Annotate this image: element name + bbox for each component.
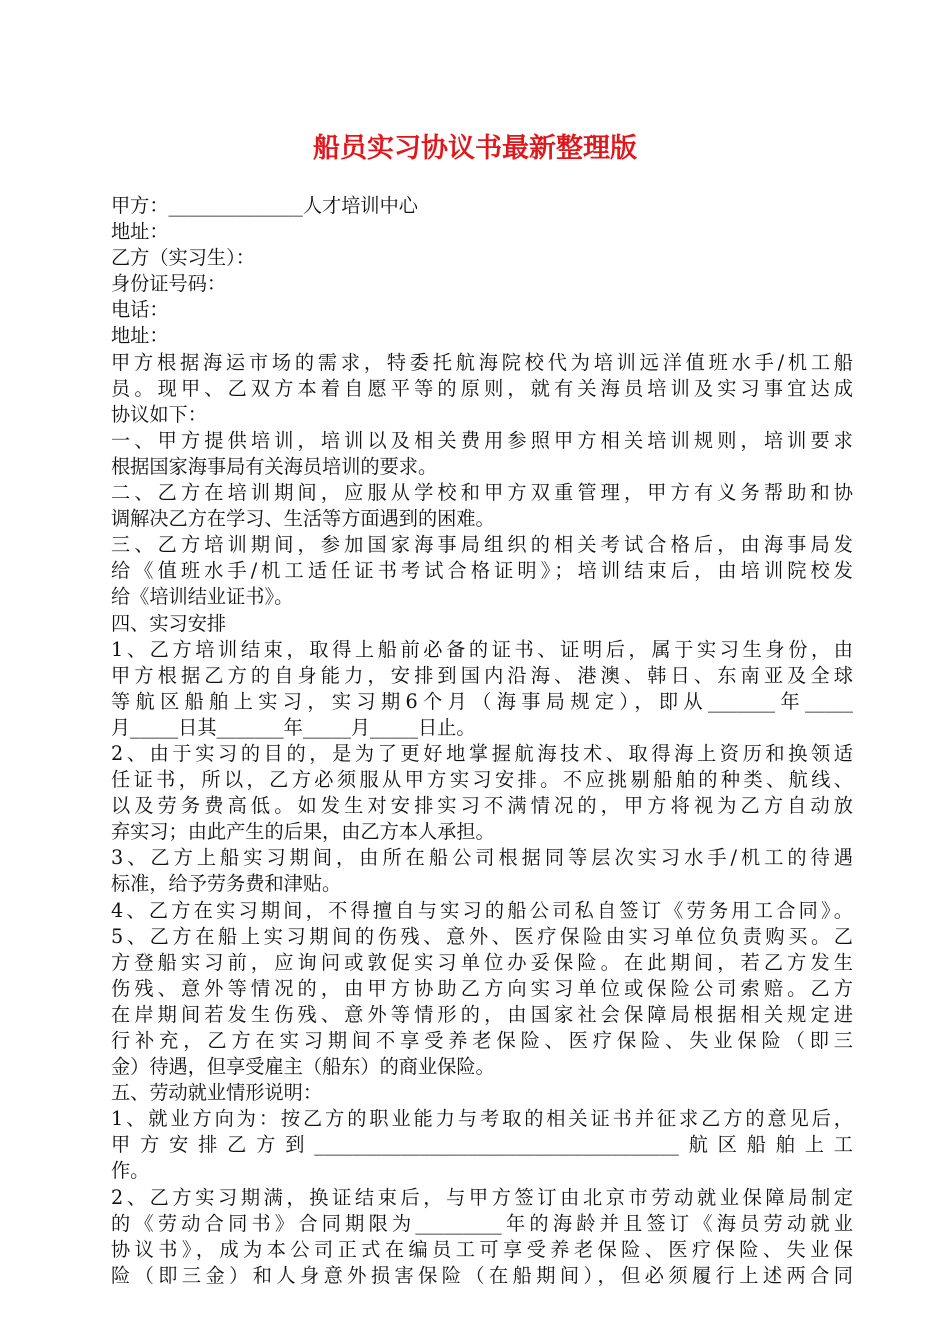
text-line: 1、就业方向为：按乙方的职业能力与考取的相关证书并征求乙方的意见后， (111, 1107, 853, 1131)
text-line: 协议书》，成为本公司正式在编员工可享受养老保险、医疗保险、失业保 (111, 1237, 853, 1261)
text-line: 给《培训结业证书》。 (111, 585, 294, 609)
text-line: 的《劳动合同书》合同期限为_________年的海龄并且签订《海员劳动就业 (111, 1211, 853, 1235)
text-line: 标准，给予劳务费和津贴。 (111, 872, 342, 896)
text-line: 金）待遇，但享受雇主（船东）的商业保险。 (111, 1055, 495, 1079)
text-line: 弃实习；由此产生的后果，由乙方本人承担。 (111, 820, 495, 844)
text-line: 甲方根据乙方的自身能力，安排到国内沿海、港澳、韩日、东南亚及全球 (111, 663, 853, 687)
text-line: 作。 (111, 1159, 150, 1183)
text-line: 5、乙方在船上实习期间的伤残、意外、医疗保险由实习单位负责购买。乙 (111, 924, 853, 948)
text-line: 一、甲方提供培训，培训以及相关费用参照甲方相关培训规则，培训要求 (111, 428, 853, 452)
text-line: 4、乙方在实习期间，不得擅自与实习的船公司私自签订《劳务用工合同》。 (111, 898, 853, 922)
document-title: 船员实习协议书最新整理版 (313, 133, 637, 164)
text-line: 电话： (111, 298, 169, 322)
text-line: 甲方安排乙方到______________________________________航区船舶上工 (111, 1133, 853, 1157)
text-line: 给《值班水手/机工适任证书考试合格证明》；培训结束后，由培训院校发 (111, 559, 853, 583)
text-line: 员。现甲、乙双方本着自愿平等的原则，就有关海员培训及实习事宜达成 (111, 376, 853, 400)
text-line: 地址： (111, 220, 169, 244)
text-line: 任证书，所以，乙方必须服从甲方实习安排。不应挑剔船舶的种类、航线、 (111, 768, 853, 792)
text-line: 3、乙方上船实习期间，由所在船公司根据同等层次实习水手/机工的待遇 (111, 846, 853, 870)
text-line: 伤残、意外等情况的，由甲方协助乙方向实习单位或保险公司索赔。乙方 (111, 976, 853, 1000)
text-line: 2、由于实习的目的，是为了更好地掌握航海技术、取得海上资历和换领适 (111, 741, 853, 765)
text-line: 协议如下： (111, 402, 207, 426)
text-line: 在岸期间若发生伤残、意外等情形的，由国家社会保障局根据相关规定进 (111, 1002, 853, 1026)
text-line: 险（即三金）和人身意外损害保险（在船期间），但必须履行上述两合同 (111, 1263, 853, 1287)
text-line: 2、乙方实习期满，换证结束后，与甲方签订由北京市劳动就业保障局制定 (111, 1185, 853, 1209)
text-line: 乙方（实习生）： (111, 246, 255, 270)
text-line: 根据国家海事局有关海员培训的要求。 (111, 454, 438, 478)
text-line: 四、实习安排 (111, 611, 227, 635)
text-line: 以及劳务费高低。如发生对安排实习不满情况的，甲方将视为乙方自动放 (111, 794, 853, 818)
text-line: 调解决乙方在学习、生活等方面遇到的困难。 (111, 507, 495, 531)
text-line: 等航区船舶上实习，实习期6个月（海事局规定），即从_______年_____ (111, 689, 853, 713)
text-line: 行补充，乙方在实习期间不享受养老保险、医疗保险、失业保险（即三 (111, 1029, 853, 1052)
text-line: 身份证号码： (111, 272, 227, 296)
document-body (111, 193, 853, 1289)
text-line: 五、劳动就业情形说明： (111, 1081, 323, 1105)
text-line: 方登船实习前，应询问或敦促实习单位办妥保险。在此期间，若乙方发生 (111, 950, 853, 974)
text-line: 月_____日其_______年_____月_____日止。 (111, 715, 476, 739)
text-line: 1、乙方培训结束，取得上船前必备的证书、证明后，属于实习生身份，由 (111, 637, 853, 661)
text-line: 甲方：______________人才培训中心 (111, 194, 418, 217)
text-line: 三、乙方培训期间，参加国家海事局组织的相关考试合格后，由海事局发 (111, 533, 853, 557)
text-line: 二、乙方在培训期间，应服从学校和甲方双重管理，甲方有义务帮助和协 (111, 481, 853, 505)
text-line: 地址： (111, 324, 169, 348)
text-line: 甲方根据海运市场的需求，特委托航海院校代为培训远洋值班水手/机工船 (111, 350, 853, 374)
